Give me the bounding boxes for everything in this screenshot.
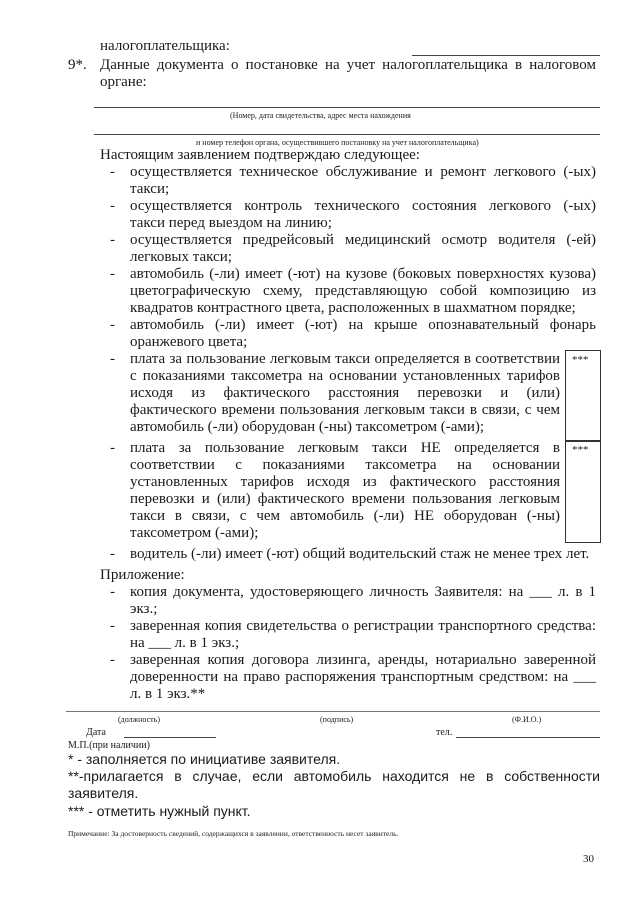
registration-blank-line-2 — [94, 134, 600, 135]
footnote-3: *** - отметить нужный пункт. — [68, 803, 251, 819]
confirm-bullet: - — [110, 317, 115, 333]
confirm-bullet: - — [110, 198, 115, 214]
footnote-1: * - заполняется по инициативе заявителя. — [68, 751, 341, 767]
confirm-item-line: перевозки и (или) фактического времени пользования легковым — [130, 491, 560, 507]
stamp-label: М.П.(при наличии) — [68, 740, 150, 751]
attach-bullet: - — [110, 584, 115, 600]
confirm-item-line: автомобиль (-ли) имеет (-ют) на крыше опознавательный фонарь — [130, 317, 596, 333]
page-number: 30 — [583, 853, 594, 865]
confirm-item-line: автомобиль (-ли) имеет (-ют) на кузове (боковых поверхностях кузова) — [130, 266, 596, 282]
confirm-item-line: соответствии с показаниями таксометра на основании — [130, 457, 560, 473]
confirm-item-line: оранжевого цвета; — [130, 334, 248, 350]
registration-caption-2: и номер телефон органа, осуществившего постановку на учет налогоплательщика) — [196, 138, 479, 147]
footnote-2: **-прилагается в случае, если автомобиль находится не в собственности — [68, 768, 600, 784]
registration-blank-line-1 — [94, 107, 600, 108]
confirm-item-line: осуществляется техническое обслуживание и ремонт легкового (-ых) — [130, 164, 596, 180]
footnote-2-cont: заявителя. — [68, 785, 139, 801]
confirm-item-line: легковых такси; — [130, 249, 232, 265]
attach-item-line: заверенная копия свидетельства о регистрации транспортного средства: — [130, 618, 596, 634]
confirm-item-line: такси перед выездом на линию; — [130, 215, 332, 231]
attach-intro: Приложение: — [100, 567, 185, 583]
confirm-item-line: квадратов контрастного цвета, расположенных в шахматном порядке; — [130, 300, 576, 316]
phone-label: тел. — [436, 727, 453, 738]
position-caption: (должность) — [118, 715, 160, 724]
confirm-item-line: таксометром (-ами); — [130, 525, 259, 541]
signature-caption: (подпись) — [320, 715, 354, 724]
confirm-item-line: такси в связи, с чем автомобиль (-ли) НЕ оборудован (-ны) — [130, 508, 560, 524]
taxpayer-blank-line — [412, 55, 600, 56]
checkbox-mark-2: *** — [572, 444, 589, 456]
confirm-bullet: - — [110, 546, 115, 562]
attach-item-line: л. в 1 экз.** — [130, 686, 206, 702]
confirm-item-line: цветографическую схему, представляющую собой композицию из — [130, 283, 596, 299]
confirm-item-line: водитель (-ли) имеет (-ют) общий водительский стаж не менее трех лет. — [130, 546, 590, 562]
attach-item-line: заверенная копия договора лизинга, аренды, нотариально заверенной — [130, 652, 596, 668]
confirm-item-line: установленных тарифов исходя из фактического расстояния — [130, 474, 560, 490]
date-blank-line[interactable] — [124, 737, 216, 738]
attach-item-line: на ___ л. в 1 экз.; — [130, 635, 240, 651]
attach-item-line: экз.; — [130, 601, 158, 617]
date-label: Дата — [86, 727, 106, 738]
confirm-bullet: - — [110, 266, 115, 282]
attach-bullet: - — [110, 618, 115, 634]
confirm-item-line: осуществляется контроль технического состояния легкового (-ых) — [130, 198, 596, 214]
registration-caption-1: (Номер, дата свидетельства, адрес места нахождения — [230, 111, 411, 120]
confirm-bullet: - — [110, 351, 115, 367]
confirm-bullet: - — [110, 164, 115, 180]
checkbox-mark-1: *** — [572, 354, 589, 366]
confirm-bullet: - — [110, 232, 115, 248]
confirm-bullet: - — [110, 440, 115, 456]
attach-item-line: копия документа, удостоверяющего личность Заявителя: на ___ л. в 1 — [130, 584, 596, 600]
confirm-intro: Настоящим заявлением подтверждаю следующее: — [100, 147, 420, 163]
confirm-item-line: плата за пользование легковым такси определяется в соответствии — [130, 351, 560, 367]
attach-item-line: доверенности на право распоряжения транспортным средством: на ___ — [130, 669, 596, 685]
confirm-item-line: исходя из фактического расстояния перевозки и (или) — [130, 385, 560, 401]
confirm-item-line: осуществляется предрейсовый медицинский осмотр водителя (-ей) — [130, 232, 596, 248]
fullname-caption: (Ф.И.О.) — [512, 715, 542, 724]
confirm-item-line: автомобиль (-ли) оборудован (-ны) таксометром (-ами); — [130, 419, 485, 435]
confirm-item-line: такси; — [130, 181, 170, 197]
confirm-item-line: фактического времени пользования легковым такси в связи, с чем — [130, 402, 560, 418]
phone-blank-line[interactable] — [456, 737, 600, 738]
signature-line — [66, 711, 600, 712]
confirm-item-line: с показаниями таксометра на основании установленных тарифов — [130, 368, 560, 384]
attach-bullet: - — [110, 652, 115, 668]
taxpayer-label: налогоплательщика: — [100, 38, 230, 54]
confirm-item-line: плата за пользование легковым такси НЕ определяется в — [130, 440, 560, 456]
item-heading-line2: органе: — [100, 74, 147, 90]
note: Примечание: За достоверность сведений, содержащихся в заявлении, ответственность несет заявитель. — [68, 829, 399, 838]
item-number: 9*. — [68, 57, 87, 73]
item-heading-line1: Данные документа о постановке на учет налогоплательщика в налоговом — [100, 57, 596, 73]
